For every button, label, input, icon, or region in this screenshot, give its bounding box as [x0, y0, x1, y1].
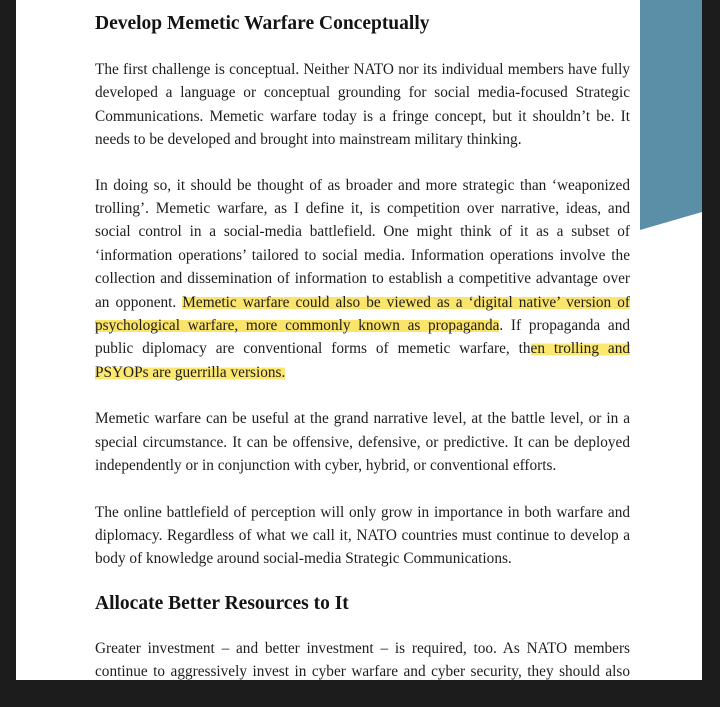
paragraph-definition-text-b: . If propaganda and public diplomacy are conventional forms of memetic warfare, th [95, 317, 630, 358]
document-content [95, 10, 630, 707]
paragraph-online-battlefield: The online battlefield of perception will only grow in importance in both warfare and diplomacy. Regardless of what we call it, NATO countries must continue to develop a body of knowledge around social-media Strategic Communications. [95, 503, 630, 568]
paragraph-investment: Greater investment – and better investment – is required, too. As NATO members continue to aggressively invest in cyber warfare and cyber security, they should also invest in memetic warfare. [95, 639, 630, 704]
paragraph-definition [95, 174, 630, 385]
highlighted-passage-propaganda: Memetic warfare could also be viewed as a ‘digital native’ version of psychological warfare, more commonly known as propaganda [95, 293, 630, 335]
accent-banner [640, 0, 702, 260]
paragraph-definition-text-a: In doing so, it should be thought of as broader and more strategic than ‘weaponized trolling’. Memetic warfare, as I define it, is competition over narrative, ideas, and social control in a social-media battlefield. One might think of it as a subset of ‘information operations’ tailored to social media. Information operations involve the collection and dissemination of information to establish a competitive advantage over an opponent. [95, 176, 630, 311]
paragraph-usefulness: Memetic warfare can be useful at the grand narrative level, at the battle level, or in a special circumstance. It can be offensive, defensive, or predictive. It can be deployed independently or in conjunction with cyber, hybrid, or conventional efforts. [95, 410, 630, 475]
accent-banner-shape [640, 0, 702, 230]
paragraph-conceptual-challenge: The first challenge is conceptual. Neither NATO nor its individual members have fully developed a language or conceptual grounding for social media-focused Strategic Communications. Memetic warfare today is a fringe concept, but it shouldn’t be. It needs to be developed and brought into mainstream military thinking. [95, 61, 630, 149]
section-heading-allocate: Allocate Better Resources to It [95, 592, 349, 614]
highlighted-passage-guerrilla: en trolling and PSYOPs are guerrilla versions. [95, 340, 630, 381]
document-page [16, 0, 702, 704]
section-heading-develop: Develop Memetic Warfare Conceptually [95, 13, 430, 34]
